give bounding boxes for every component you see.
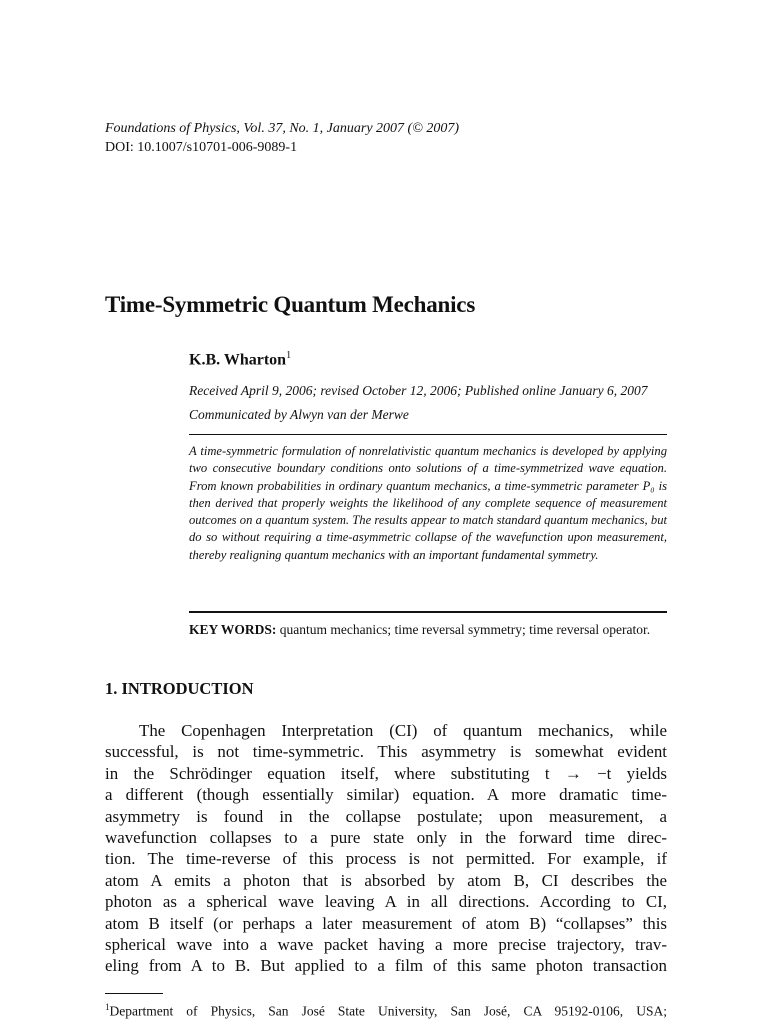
body-line: atom A emits a photon that is absorbed by atom B, CI describes the: [105, 870, 667, 890]
abstract-top-rule: [189, 434, 667, 435]
body-line: atom B itself (or perhaps a later measurement of atom B) “collapses” this: [105, 913, 667, 933]
body-line: a different (though essentially similar) equation. A more dramatic time-: [105, 785, 667, 805]
journal-citation: Foundations of Physics, Vol. 37, No. 1, January 2007 (© 2007): [105, 121, 459, 136]
author: [189, 350, 291, 369]
received-dates: Received April 9, 2006; revised October 12, 2006; Published online January 6, 2007: [189, 383, 648, 398]
keywords-text: quantum mechanics; time reversal symmetry; time reversal operator.: [279, 622, 651, 637]
body-line: wavefunction collapses to a pure state only in the forward time direc-: [105, 828, 667, 848]
author-footnote-mark: 1: [286, 350, 292, 361]
abstract-bottom-rule: [189, 611, 667, 613]
body-line: The Copenhagen Interpretation (CI) of quantum mechanics, while: [139, 721, 667, 740]
body-line: successful, is not time-symmetric. This asymmetry is somewhat evident: [105, 742, 667, 762]
abstract: A time-symmetric formulation of nonrelativistic quantum mechanics is developed by applying two consecutive boundary conditions onto solutions of a time-symmetrized wave equation. From known probabilities in ordinary quantum mechanics, a time-symmetric parameter P₀ is then derived that properly weights the likelihood of any complete sequence of measurement outcomes on a quantum system. The results appear to match standard quantum mechanics, but do so without requiring a time-asymmetric collapse of the wavefunction upon measurement, thereby realigning quantum mechanics with an important fundamental symmetry.: [189, 444, 667, 562]
doi: DOI: 10.1007/s10701-006-9089-1: [105, 140, 298, 155]
body-line: photon as a spherical wave leaving A in all directions. According to CI,: [105, 892, 667, 912]
introduction-paragraph: [105, 720, 667, 977]
body-line: eling from A to B. But applied to a film of this same photon transaction: [105, 956, 667, 976]
paper-title: Time-Symmetric Quantum Mechanics: [105, 292, 476, 317]
communicated-by: Communicated by Alwyn van der Merwe: [189, 407, 409, 422]
keywords-label: KEY WORDS:: [189, 622, 277, 637]
keywords: [189, 621, 667, 638]
body-line: spherical wave into a wave packet having a more precise trajectory, trav-: [105, 935, 667, 955]
section-heading: 1. INTRODUCTION: [105, 679, 254, 698]
author-name: K.B. Wharton: [189, 351, 287, 369]
body-line: asymmetry is found in the collapse postulate; upon measurement, a: [105, 806, 667, 826]
footnote-rule: [105, 993, 163, 994]
body-line: in the Schrödinger equation itself, where substituting t → −t yields: [105, 763, 667, 783]
body-line: tion. The time-reverse of this process is not permitted. For example, if: [105, 849, 667, 869]
footnote-mark: 1: [105, 1002, 110, 1012]
footnote: [105, 1002, 667, 1020]
footnote-text: Department of Physics, San José State University, San José, CA 95192-0106, USA;: [109, 1003, 667, 1019]
